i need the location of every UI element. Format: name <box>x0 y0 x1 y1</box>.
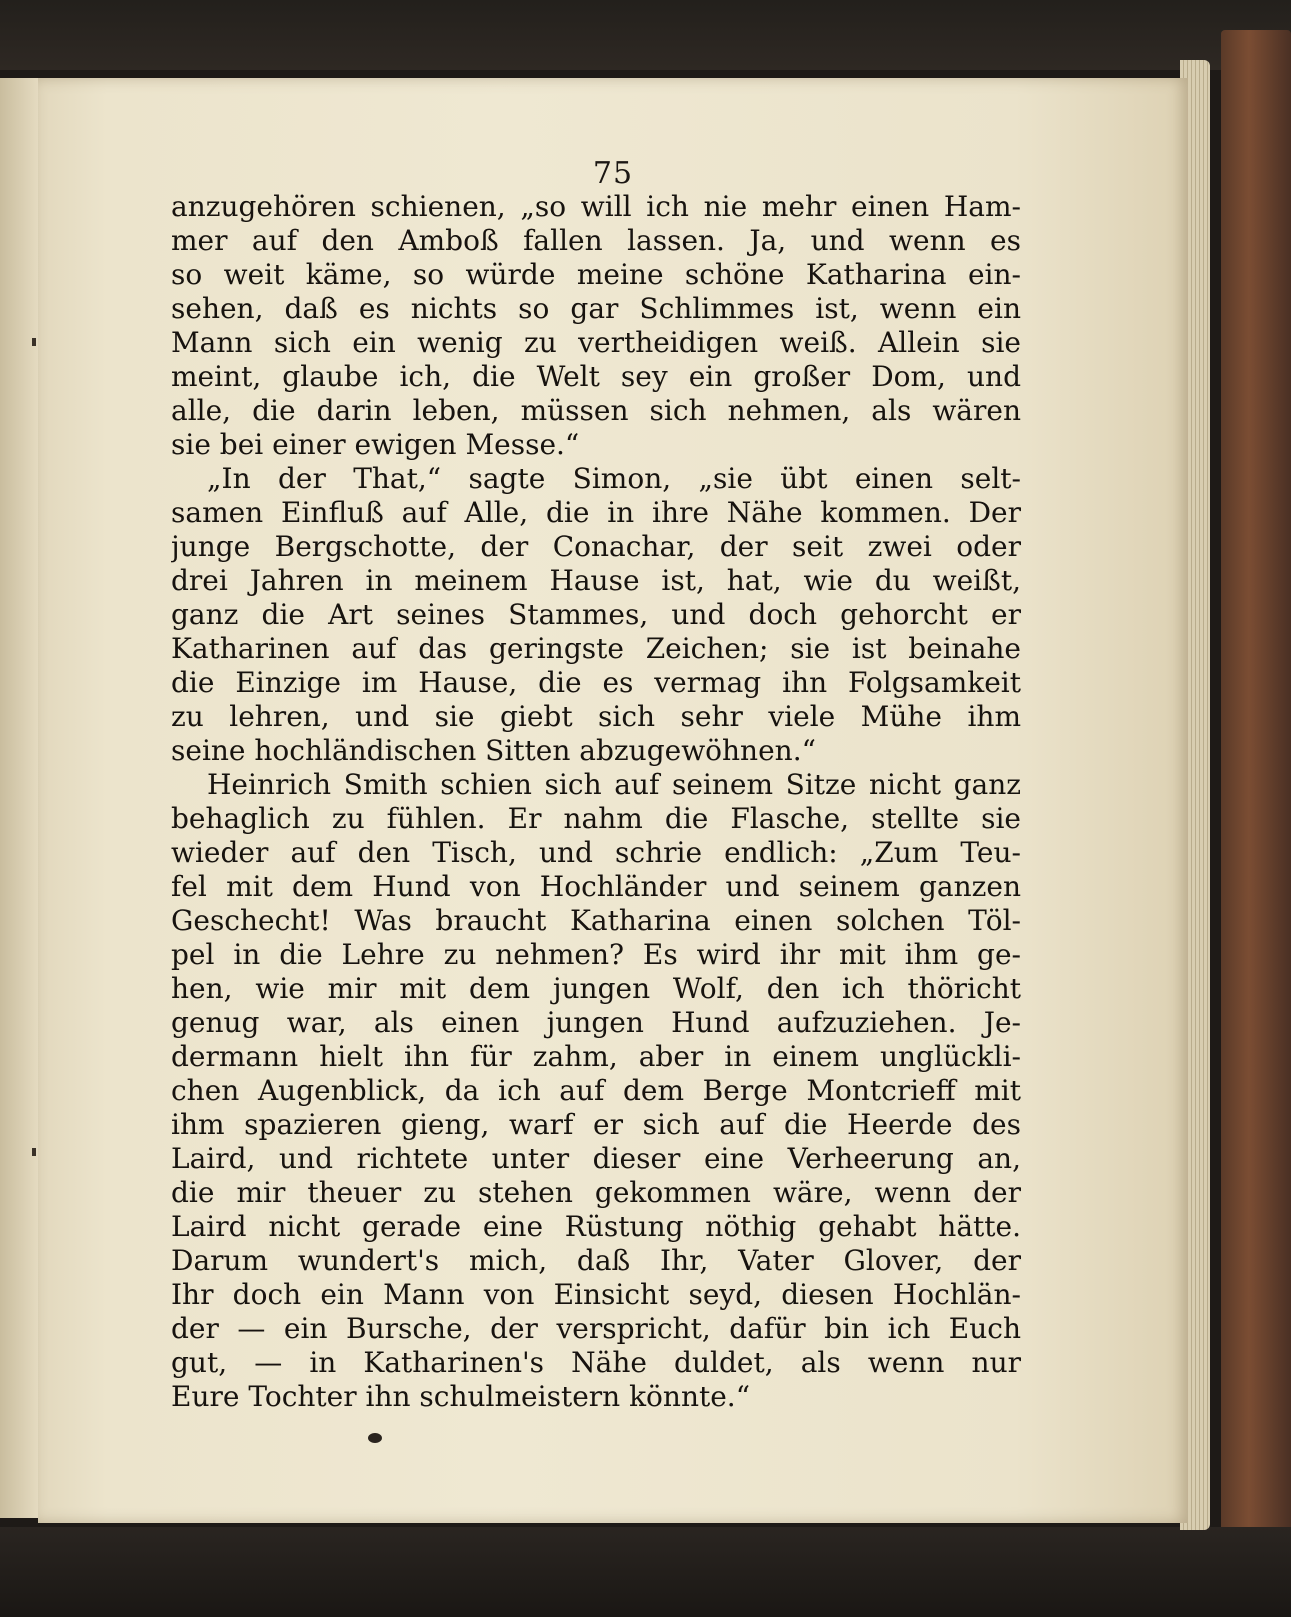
text-line: sehen, daß es nichts so gar Schlimmes ist, wenn ein <box>171 292 1021 325</box>
book-cover-bottom <box>0 1527 1291 1617</box>
text-line: so weit käme, so würde meine schöne Katharina ein- <box>171 258 1021 291</box>
book-cover-top <box>0 0 1291 70</box>
text-line: ihm spazieren gieng, warf er sich auf die Heerde des <box>171 1108 1021 1141</box>
text-line: anzugehören schienen, „so will ich nie mehr einen Ham- <box>171 190 1021 223</box>
text-line: Laird, und richtete unter dieser eine Verheerung an, <box>171 1142 1021 1175</box>
text-line: der — ein Bursche, der verspricht, dafür bin ich Euch <box>171 1312 1021 1345</box>
text-line: wieder auf den Tisch, und schrie endlich: „Zum Teu- <box>171 836 1021 869</box>
book-page <box>38 78 1188 1523</box>
text-line: junge Bergschotte, der Conachar, der seit zwei oder <box>171 530 1021 563</box>
text-line: Laird nicht gerade eine Rüstung nöthig gehabt hätte. <box>171 1210 1021 1243</box>
text-line: sie bei einer ewigen Messe.“ <box>171 428 580 461</box>
text-line: zu lehren, und sie giebt sich sehr viele Mühe ihm <box>171 700 1021 733</box>
text-line: ganz die Art seines Stammes, und doch gehorcht er <box>171 598 1021 631</box>
text-line: „In der That,“ sagte Simon, „sie übt einen selt- <box>207 462 1021 495</box>
text-line: drei Jahren in meinem Hause ist, hat, wie du weißt, <box>171 564 1021 597</box>
text-line: die Einzige im Hause, die es vermag ihn Folgsamkeit <box>171 666 1021 699</box>
text-line: Darum wundert's mich, daß Ihr, Vater Glover, der <box>171 1244 1021 1277</box>
text-line: meint, glaube ich, die Welt sey ein großer Dom, und <box>171 360 1021 393</box>
text-line: seine hochländischen Sitten abzugewöhnen.“ <box>171 734 816 767</box>
text-line: Eure Tochter ihn schulmeistern könnte.“ <box>171 1380 751 1413</box>
text-line: chen Augenblick, da ich auf dem Berge Montcrieff mit <box>171 1074 1021 1107</box>
text-line: Mann sich ein wenig zu vertheidigen weiß. Allein sie <box>171 326 1021 359</box>
text-line: Ihr doch ein Mann von Einsicht seyd, diesen Hochlän- <box>171 1278 1021 1311</box>
text-line: hen, wie mir mit dem jungen Wolf, den ich thöricht <box>171 972 1021 1005</box>
text-line: Heinrich Smith schien sich auf seinem Sitze nicht ganz <box>207 768 1021 801</box>
ink-blot <box>368 1433 382 1443</box>
text-line: mer auf den Amboß fallen lassen. Ja, und wenn es <box>171 224 1021 257</box>
text-line: dermann hielt ihn für zahm, aber in einem unglückli- <box>171 1040 1021 1073</box>
book-cover-spine-edge <box>1221 30 1291 1590</box>
left-page-edge <box>0 78 42 1518</box>
text-line: die mir theuer zu stehen gekommen wäre, wenn der <box>171 1176 1021 1209</box>
text-line: genug war, als einen jungen Hund aufzuziehen. Je- <box>171 1006 1021 1039</box>
text-line: behaglich zu fühlen. Er nahm die Flasche, stellte sie <box>171 802 1021 835</box>
gutter-mark <box>32 1148 36 1156</box>
text-line: gut, — in Katharinen's Nähe duldet, als wenn nur <box>171 1346 1021 1379</box>
text-line: samen Einfluß auf Alle, die in ihre Nähe kommen. Der <box>171 496 1021 529</box>
text-line: fel mit dem Hund von Hochländer und seinem ganzen <box>171 870 1021 903</box>
text-line: Geschecht! Was braucht Katharina einen solchen Töl- <box>171 904 1021 937</box>
text-line: alle, die darin leben, müssen sich nehmen, als wären <box>171 394 1021 427</box>
text-line: pel in die Lehre zu nehmen? Es wird ihr mit ihm ge- <box>171 938 1021 971</box>
body-text <box>171 190 1021 1414</box>
gutter-mark <box>32 338 36 346</box>
text-line: Katharinen auf das geringste Zeichen; sie ist beinahe <box>171 632 1021 665</box>
page-number: 75 <box>592 156 634 191</box>
